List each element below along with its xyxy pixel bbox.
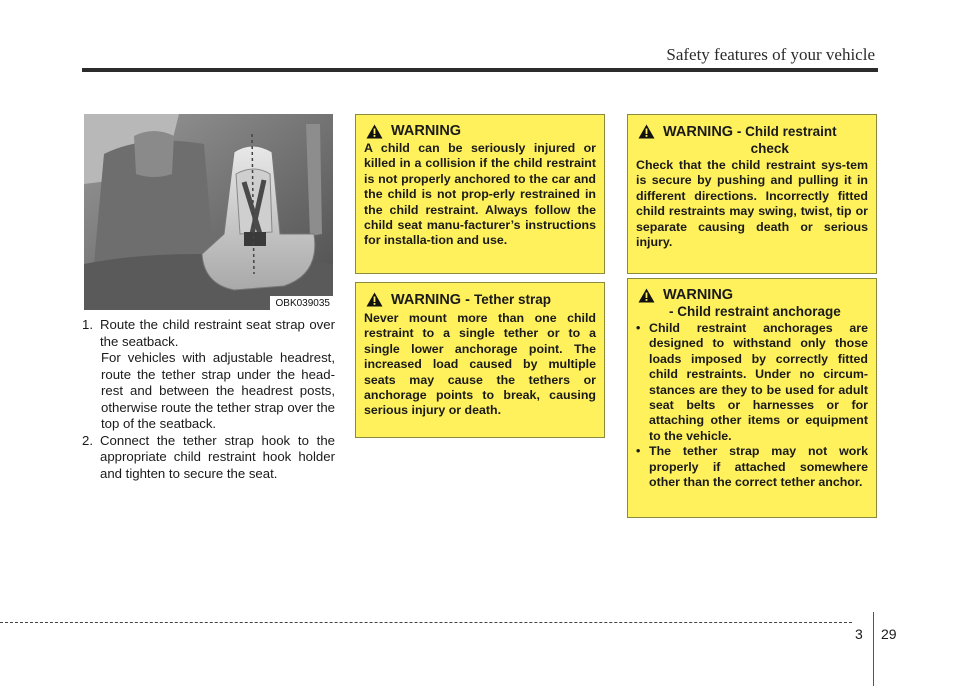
warning-subtitle: Tether strap [473, 292, 552, 307]
child-seat-photo [84, 114, 333, 310]
step-text: Route the child restraint seat strap over the seatback. [100, 317, 335, 349]
warning-subtitle-line2: check [750, 141, 789, 156]
warning-title [636, 123, 868, 156]
warning-text: Never mount more than one child restraint to a single tether or to a single lower anchorage point. The increased load caused by multiple seats may cause the tethers or anchorage points to break, causing serious injury or death. [364, 311, 596, 418]
section-number: 3 [855, 626, 863, 642]
footer-dashed-rule [0, 622, 852, 623]
page-header-title: Safety features of your vehicle [666, 45, 875, 64]
instruction-steps [82, 317, 335, 482]
warning-word: WARNING [663, 287, 734, 303]
warning-subtitle: - Child restraint [733, 124, 837, 139]
page-number: 29 [881, 626, 897, 642]
warning-box-tether-strap [355, 282, 605, 438]
warning-box-general [355, 114, 605, 274]
page-number-separator [873, 612, 874, 686]
step-text: Connect the tether strap hook to the appropriate child restraint hook holder and tighten to secure the seat. [100, 432, 335, 481]
warning-list [636, 321, 868, 490]
warning-word: WARNING [391, 123, 462, 139]
step-number: 1. [82, 317, 93, 332]
list-item: • Child restraint anchorages are designed to withstand only those loads imposed by correctly fitted child restraints. Under no circum-stances are they to be used for adult seat belts or harnesses or for attaching other items or equipment to the vehicle. [636, 321, 868, 444]
warning-triangle-icon [638, 288, 655, 303]
warning-triangle-icon [638, 124, 655, 139]
warning-text: Check that the child restraint sys-tem is secure by pushing and pulling it in different directions. Incorrectly fitted child restraints may swing, twist, tip or separate causing death or serious injury. [636, 158, 868, 250]
warning-triangle-icon [366, 124, 383, 139]
warning-text: A child can be seriously injured or killed in a collision if the child restraint is not properly anchored to the car and the child is not prop-erly restrained in the child restraint. Always follow the child seat manu-facturer’s instructions for installa-tion and use. [364, 141, 596, 248]
warning-dash: - [461, 292, 474, 308]
warning-title [364, 123, 596, 139]
step-number: 2. [82, 432, 93, 448]
warning-word: WARNING [391, 292, 462, 308]
warning-box-child-restraint-check [627, 114, 877, 274]
warning-subtitle: - Child restraint anchorage [669, 304, 841, 319]
step-1 [82, 317, 335, 350]
warning-title [636, 287, 868, 319]
warning-box-child-restraint-anchorage [627, 278, 877, 518]
warning-word: WARNING [663, 124, 734, 140]
warning-title [364, 291, 596, 309]
header-rule [82, 68, 878, 72]
list-item: • The tether strap may not work properly if attached somewhere other than the correct tether anchor. [636, 444, 868, 490]
figure-code: OBK039035 [270, 296, 334, 310]
warning-triangle-icon [366, 292, 383, 307]
step-note: For vehicles with adjustable headrest, route the tether strap under the head-rest and between the headrest posts, otherwise route the tether strap over the top of the seatback. [101, 350, 335, 431]
step-2 [82, 433, 335, 483]
